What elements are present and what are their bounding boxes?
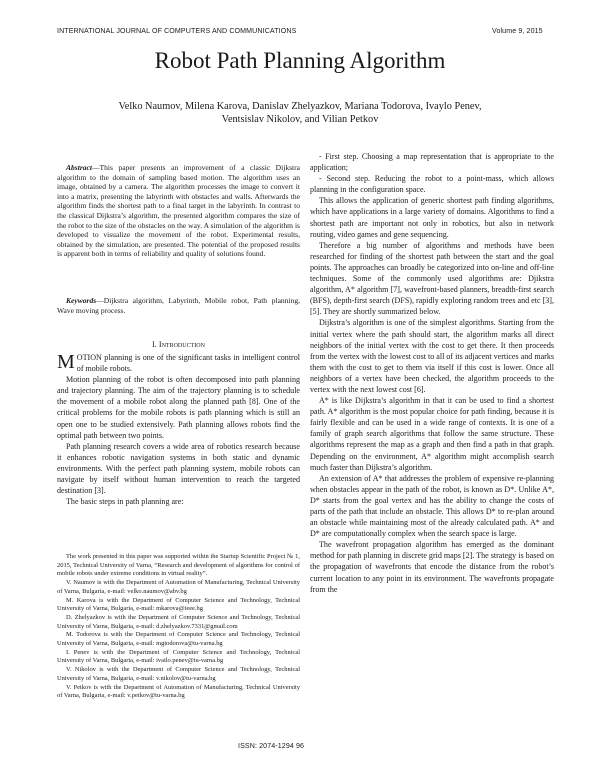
- section-heading: [57, 340, 300, 350]
- section-title: Introduction: [158, 340, 205, 349]
- footnotes: [57, 553, 300, 701]
- paper-title: Robot Path Planning Algorithm: [154, 48, 446, 73]
- left-column-body: [57, 352, 300, 507]
- footnote: V. Nikolov is with the Department of Computer Science and Technology, Technical University of Varna, Bulgaria, e-mail: v.nikolov@tu-varna.bg: [57, 666, 300, 682]
- section-number: I.: [152, 340, 157, 349]
- abstract-text: —This paper presents an improvement of a classic Dijkstra algorithm to the domain of sampling based motion. The algorithm uses an image, obtained by a camera. The algorithm processes the image to convert it into a matrix, presenting the labyrinth with obstacles and walls. Afterwards the algorithm finds the shortest path to a final target in the labyrinth. In contrast to the classical Dijkstra’s algorithm, the presented algorithm compares the size of the robot to the size of the obstacles on the way. A simulation of the algorithm is developed to visualize the movement of the robot. Experimental results, obtained by the simulation, are presented. The potential of the proposed results is apparent both in terms of reliability and quality of solutions found.: [57, 163, 300, 259]
- body-paragraph: This allows the application of generic shortest path finding algorithms, which have applications in a large variety of domains. Algorithms to find a shortest path are important not only in robotics, but also in network routing, video games and gene sequencing.: [310, 196, 554, 239]
- page-number: 96: [296, 742, 305, 750]
- footnote: V. Naumov is with the Department of Automation of Manufacturing, Technical University of Varna, Bulgaria, e-mail: velko.naumov@abv.bg: [57, 579, 300, 595]
- keywords-label: Keywords: [66, 296, 97, 305]
- body-paragraph: - First step. Choosing a map representation that is appropriate to the application;: [310, 152, 554, 173]
- footnote: M. Todorova is with the Department of Computer Science and Technology, Technical University of Varna, Bulgaria, e-mail: mgtodorova@tu-varna.bg: [57, 631, 300, 648]
- footnote: M. Karova is with the Department of Computer Science and Technology, Technical University of Varna, Bulgaria, e-mail: mkarova@ieee.bg: [57, 596, 300, 613]
- author-list: Velko Naumov, Milena Karova, Danislav Zhelyazkov, Mariana Todorova, Ivaylo Penev, Ventsislav Nikolov, and Vilian Petkov: [118, 101, 482, 125]
- body-paragraph: The wavefront propagation algorithm has emerged as the dominant method for path planning in discrete grid maps [2]. The strategy is based on the propagation of wavefronts that encode the distance from the robot’s current location to any point in its environment. The wavefronts propagate from the: [310, 540, 554, 594]
- body-paragraph: An extension of A* that addresses the problem of expensive re-planning when obstacles appear in the path of the robot, is known as D*. Unlike A*, D* starts from the goal vertex and has the ability to change the costs of parts of the path that include an obstacle. This allows D* to re-plan around an obstacle while maintaining most of the already calculated path. A* and D* are computationally complex when the search space is large.: [310, 473, 554, 539]
- abstract-label: Abstract: [66, 163, 92, 172]
- keywords: [57, 296, 300, 315]
- keywords-text: —Dijkstra algorithm, Labyrinth, Mobile robot, Path planning, Wave moving process.: [57, 296, 300, 315]
- body-paragraph: A* is like Dijkstra’s algorithm in that it can be used to find a shortest path. A* algorithm is the most popular choice for path finding, because it is fairly flexible and can be used in a wide range of contexts. It is one of a family of graph search algorithms that follow the same structure. These algorithms represent the map as a graph and then find a path in that graph. Depending on the environment, A* algorithm might accomplish search much faster than Dijkstra’s algorithm.: [310, 396, 554, 472]
- footnote: D. Zhelyazkov is with the Department of Computer Science and Technology, Technical University of Varna, Bulgaria, e-mail: d.zhelyazkov.7331@gmail.com: [57, 613, 300, 630]
- footnote: V. Petkov is with the Department of Automation of Manufacturing, Technical University of Varna, Bulgaria, e-mail: v.petkov@tu-varna.bg: [57, 683, 300, 700]
- footnote: I. Penev is with the Department of Computer Science and Technology, Technical University of Varna, Bulgaria, e-mail: ivailo.penev@tu-varna.bg: [57, 648, 300, 665]
- body-paragraph: - Second step. Reducing the robot to a point-mass, which allows planning in the configuration space.: [310, 174, 554, 195]
- intro-paragraph-4: The basic steps in path planning are:: [66, 497, 184, 507]
- journal-header: INTERNATIONAL JOURNAL OF COMPUTERS AND COMMUNICATIONS: [57, 27, 297, 35]
- abstract: [57, 163, 300, 259]
- body-paragraph: Dijkstra’s algorithm is one of the simplest algorithms. Starting from the initial vertex where the path should start, the algorithm marks all direct neighbors of the initial vertex with the cost to get there. It then proceeds from the vertex with the lowest cost to all of its adjacent vertices and marks them with the cost to get to them via itself if this cost is lower. Once all neighbors of a vertex have been checked, the algorithm proceeds to the vertex with the next lowest cost [6].: [310, 318, 554, 394]
- right-column-body: [310, 151, 554, 595]
- body-paragraph: Therefore a big number of algorithms and methods have been researched for finding of the shortest path between the start and the goal points. The approaches can broadly be categorized into on-line and off-line techniques. Some of the commonly used algorithms are: Djikstra algorithm, A* algorithm [7], wavefront-based planners, breadth-first search (BFS), depth-first search (DFS), rapidly exploring random trees and etc [3], [5]. They are shortly summarized below.: [310, 240, 554, 317]
- intro-paragraph-2: Motion planning of the robot is often decomposed into path planning and trajectory planning. The aim of the trajectory planning is to schedule the movement of a mobile robot along the planned path [8]. One of the critical problems for the mobile robots is path planning which is still an open one to be studied extensively. Path planning allows robots find the optimal path between two points.: [57, 375, 300, 440]
- footnote: The work presented in this paper was supported within the Startup Scientific Project № 1, 2015, Technical University of Varna, “Research and development of algorithms for control of mobile robots under extreme conditions in virtual reality”.: [57, 553, 300, 578]
- intro-paragraph-3: Path planning research covers a wide area of robotics research because it enhances robotic navigation systems in both static and dynamic environments. With the perfect path planning system, mobile robots can navigate by itself without human intervention to reach the targeted destination [3].: [57, 441, 300, 496]
- drop-cap-letter: M: [57, 351, 75, 373]
- volume-label: Volume 9, 2015: [492, 27, 543, 35]
- intro-paragraph-1: MOTION planning is one of the significant tasks in intelligent control of mobile robots.: [57, 351, 300, 374]
- issn-label: ISSN: 2074-1294: [238, 742, 294, 750]
